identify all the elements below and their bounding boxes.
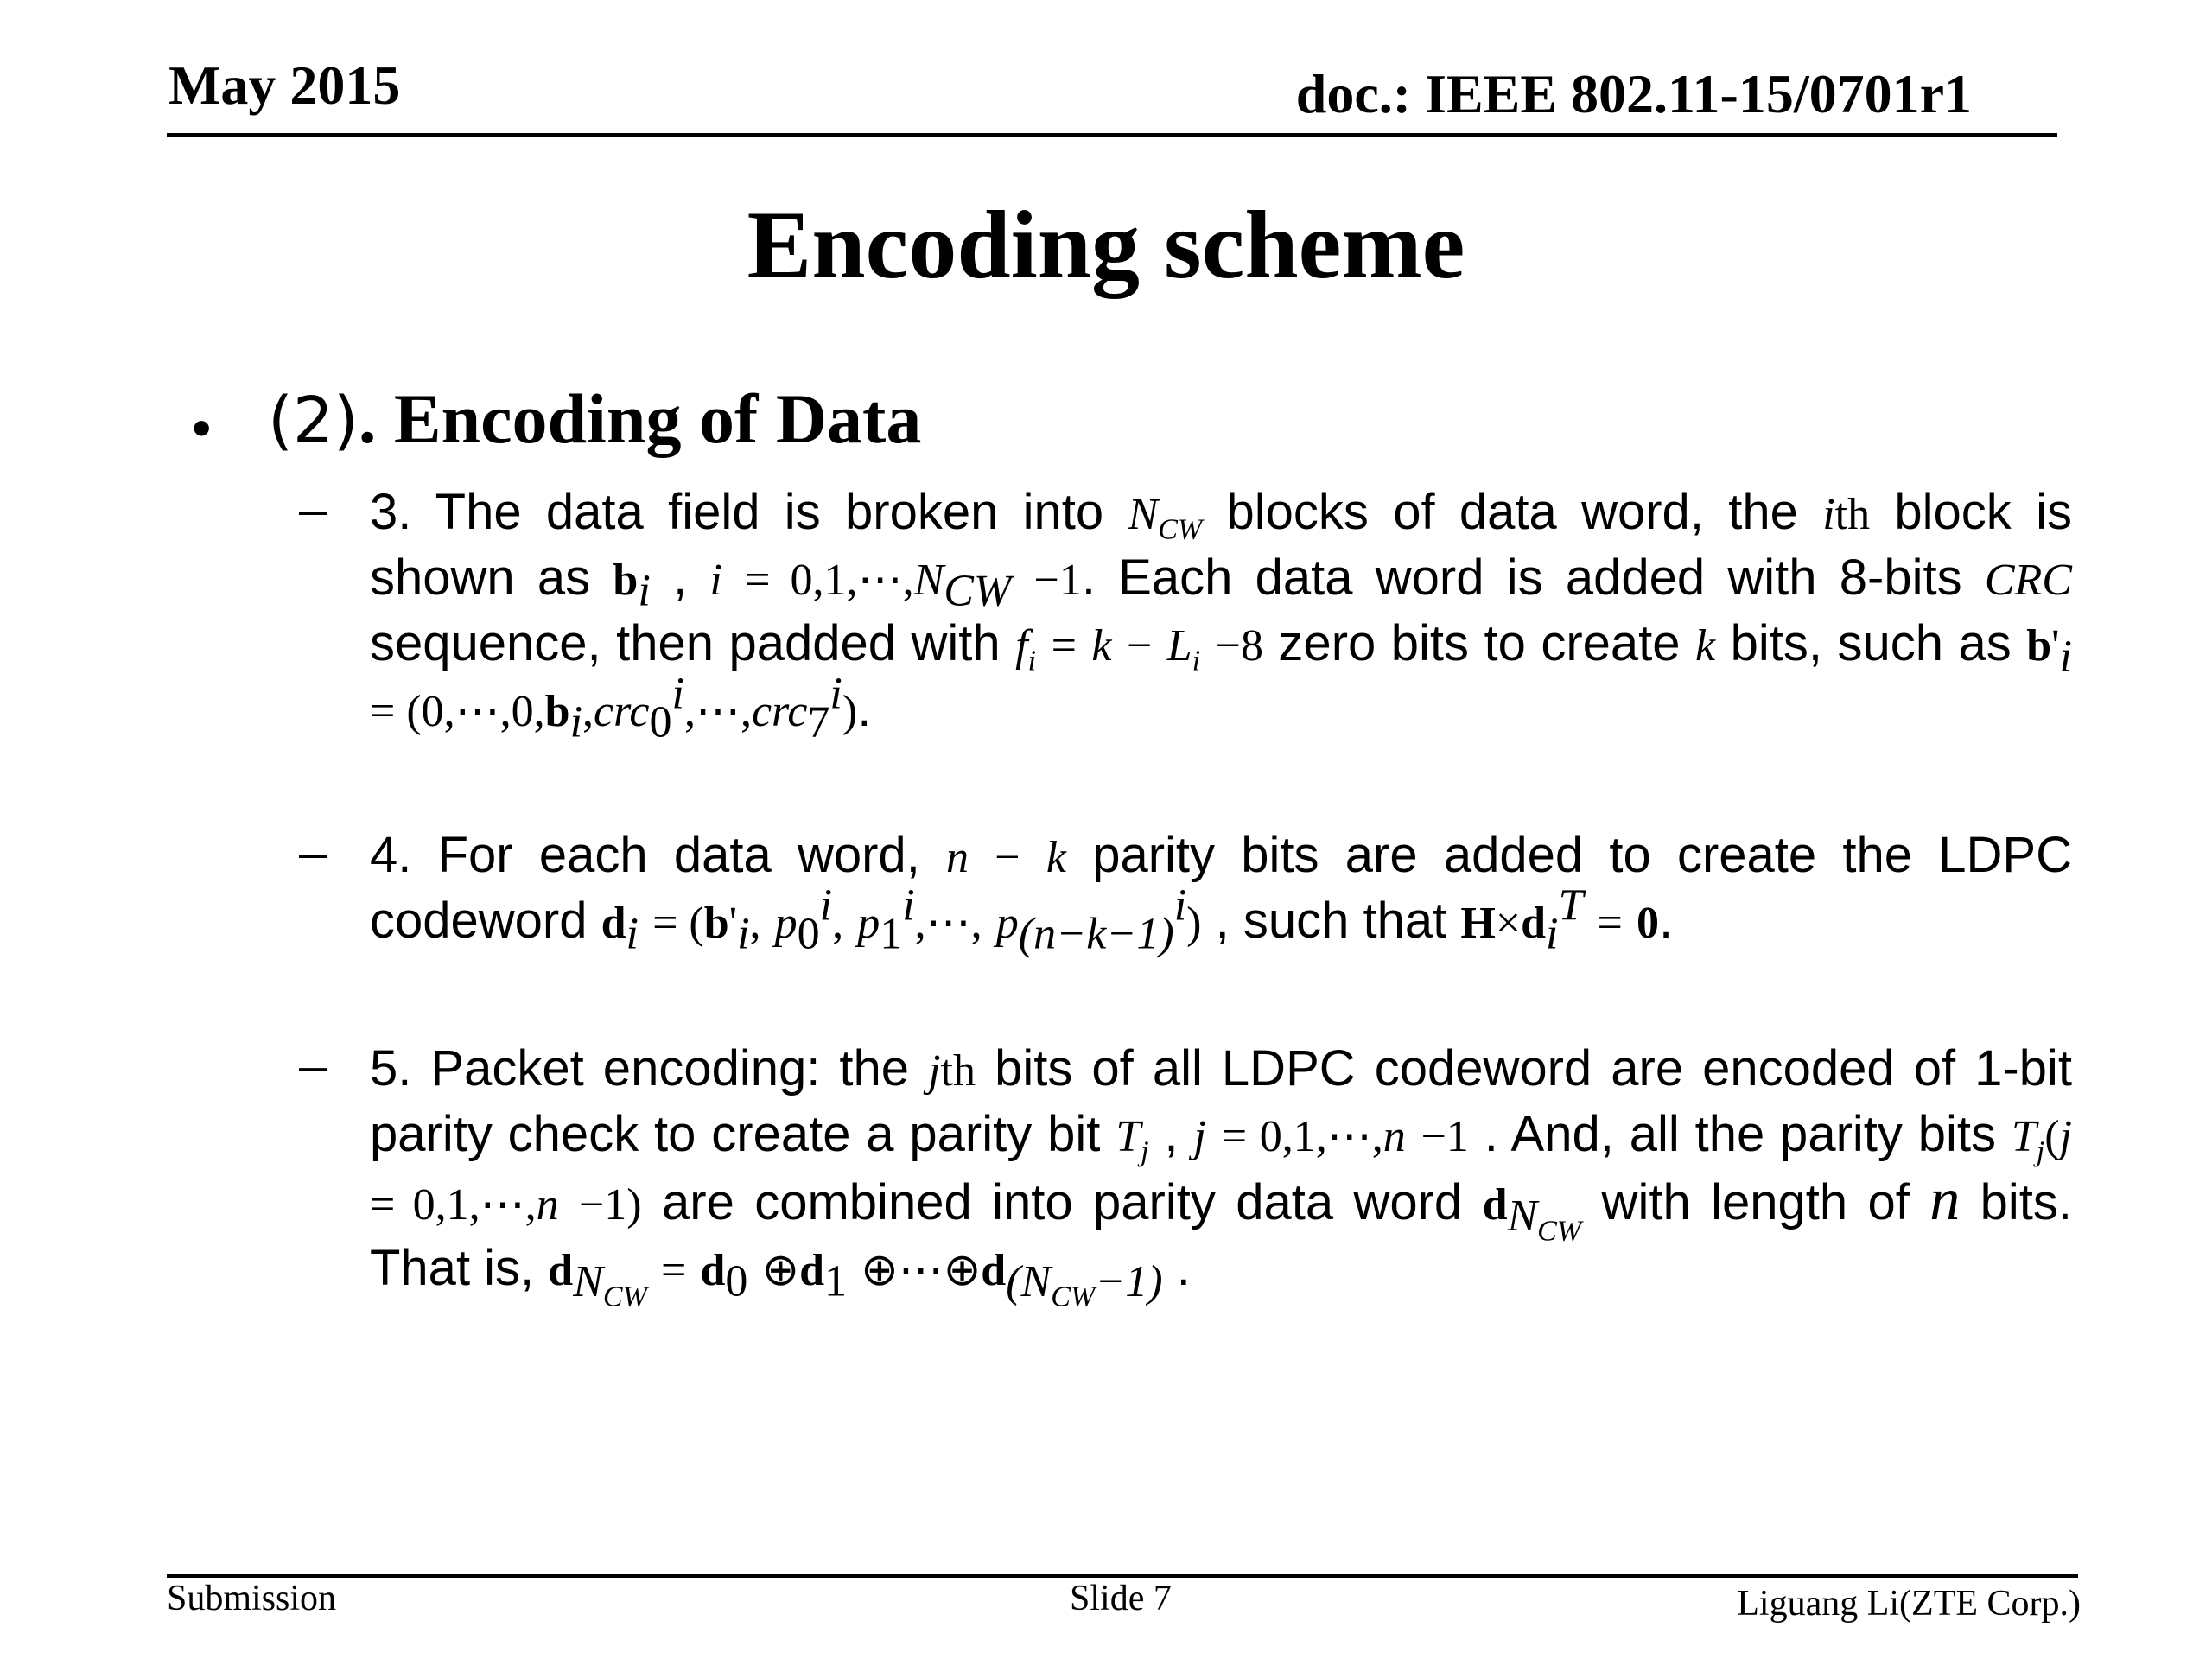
bullet-label: . Encoding of Data xyxy=(358,379,922,458)
slide-title: Encoding scheme xyxy=(747,192,1465,299)
item-3-text: 3. The data field is broken into $N_{CW}$ blocks of data word, the ith block is shown as $b_i$ , $i = 0,1,\cdots,N_{CW} -1$. Each data word is added with 8-bits CRC sequence, then padded with $f_i = k - L_i -8$ zero bits to create k bits, such as $b'_i$ = $(0,\cdots,0,b_i,crc_0^i,\cdots,crc_7^i)$. xyxy=(370,484,2073,747)
footer-submission: Submission xyxy=(167,1579,337,1618)
header-rule xyxy=(167,133,2057,137)
item-5-dash: – xyxy=(299,1038,327,1094)
footer-slide-number: Slide 7 xyxy=(1070,1579,1172,1618)
item-3-dash: – xyxy=(299,481,327,537)
bullet-number: (2) xyxy=(268,384,359,458)
item-4-text: 4. For each data word, n − k parity bits are added to create the LDPC codeword $d_i = (b'_i$, $p_0^i$, $p_1^i,\cdots$, $p_{(n-k-1)}^i$) , such that $H\times d_i^T = 0$. xyxy=(370,827,2072,959)
footer-author: Liguang Li(ZTE Corp.) xyxy=(1737,1584,2081,1624)
header-doc-id: doc.: IEEE 802.11-15/0701r1 xyxy=(1295,63,1972,124)
bullet-heading xyxy=(268,378,921,460)
header-date: May 2015 xyxy=(168,54,401,116)
bullet-dot: • xyxy=(192,397,212,459)
item-4-dash: – xyxy=(299,824,327,880)
item-5-text: 5. Packet encoding: the jth bits of all LDPC codeword are encoded of 1-bit parity check to create a parity bit $T_j$ , j = 0,1,⋯,n −1 . And, all the parity bits $T_j(j$ = 0,1,⋯,n −1) are combined into parity data word $d_{N_{CW}}$ with length of n bits. That is, $d_{N_{CW}} = d_0$ $\oplus d_1$ $\oplus\cdots\oplus d_{(N_{CW}-1)}$ . xyxy=(370,1040,2073,1313)
